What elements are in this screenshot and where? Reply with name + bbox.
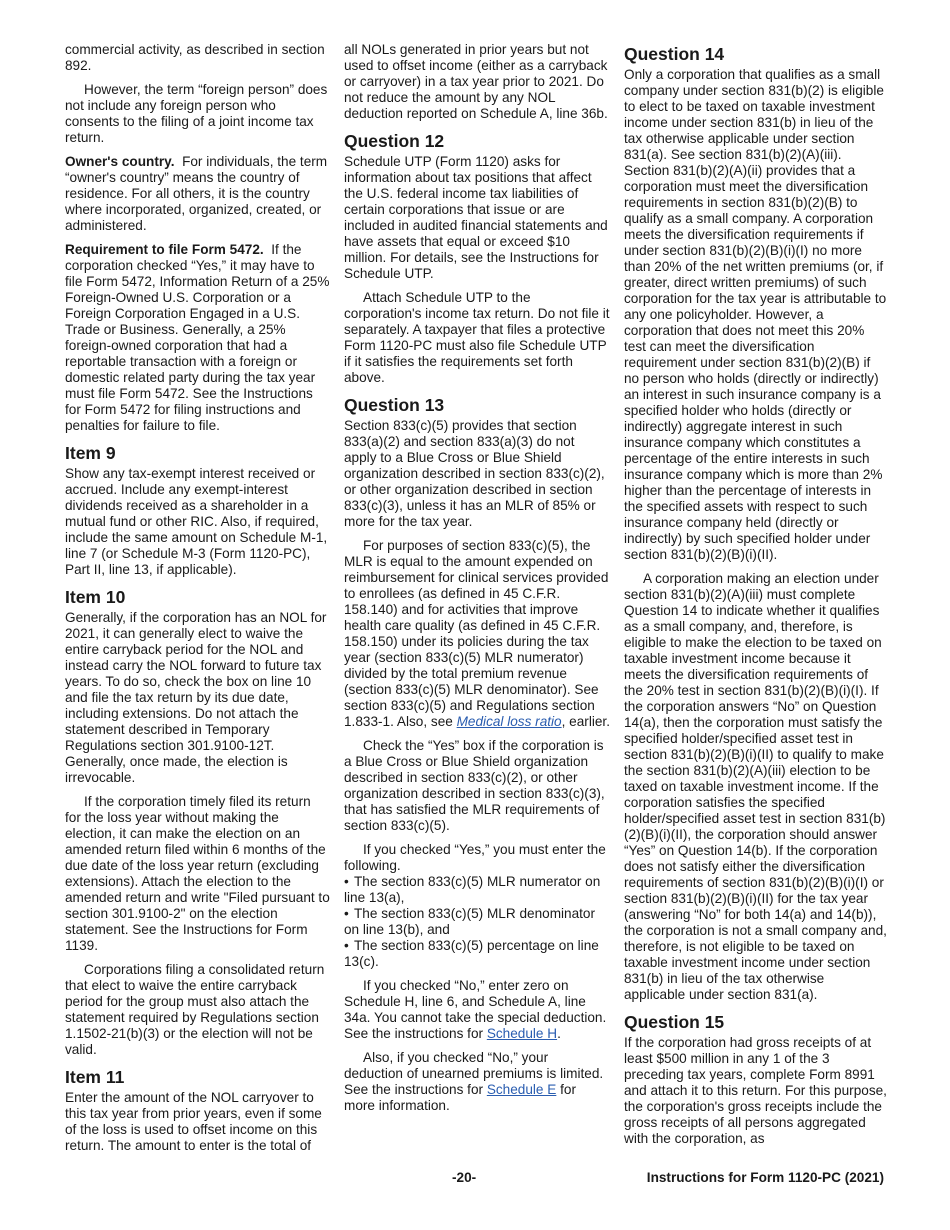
paragraph-question-12-1: Schedule UTP (Form 1120) asks for information about tax positions that affect the U.S. federal income tax liabilities of certain corporations that issue or are included in audited financial statements and have assets that equal or exceed $10 million. For details, see the Instructions for Schedule UTP. [344, 154, 608, 281]
paragraph-question-12-2: Attach Schedule UTP to the corporation's income tax return. Do not file it separately. A taxpayer that files a protective Form 1120-PC must also file Schedule UTP if it satisfies the requirements set forth above. [344, 290, 610, 385]
paragraph-question-14-2: A corporation making an election under section 831(b)(2)(A)(iii) must complete Question 14 to indicate whether it qualifies as a small company, and, therefore, is eligible to make the election to be taxed on taxable investment income because it meets the diversification requirements of the 20% test in section 831(b)(2)(B)(i)(I). If the corporation answers “No” on Question 14(a), then the corporation must satisfy the specified holder/specified asset test in section 831(b)(2)(B)(i)(II) to qualify to make the section 831(b)(2)(A)(iii) election to be taxed on taxable investment income. If the corporation satisfies the specified holder/specified asset test in section 831(b)(2)(B)(i)(II), the corporation should answer “Yes” on Question 14(b). If the corporation does not satisfy either the diversification requirements of section 831(b)(2)(B)(i)(I) or section 831(b)(2)(B)(i)(II) for the tax year (answering “No” for both 14(a) and 14(b)), the corporation is not a small company and, therefore, is not eligible to be taxed on taxable investment income under section 831(b) in lieu of the tax otherwise applicable under section 831(a). [624, 571, 887, 1002]
text-earlier: , earlier. [561, 714, 610, 729]
heading-question-15: Question 15 [624, 1012, 725, 1032]
text-period: . [557, 1026, 561, 1041]
text-owners-country: For individuals, the term “owner's country” means the country of residence. For all others, it is the country where incorporated, organized, created, or administered. [65, 154, 328, 233]
paragraph-question-14-1: Only a corporation that qualifies as a small company under section 831(b)(2) is eligible to elect to be taxed on taxable investment income under section 831(b) in lieu of the tax otherwise applicable under section 831(a). See section 831(b)(2)(A)(iii). Section 831(b)(2)(A)(ii) provides that a corporation must meet the diversification requirements in section 831(b)(2)(B) to qualify as a small company. A corporation meets the diversification requirements if under section 831(b)(2)(B)(i)(I) no more than 20% of the net written premiums (or, if greater, direct written premiums) of such corporation for the tax year is attributable to any one policyholder. However, a corporation that does not meet this 20% test can meet the diversification requirement under section 831(b)(2)(B) if no person who holds (directly or indirectly) an interest in such insurance company is a specified holder who holds (directly or indirectly) aggregate interest in such insurance company which constitutes a percentage of the entire interests in such insurance company which is more than 2% higher than the percentage of interests in the specified assets with respect to such insurance company held (directly or indirectly) by such specified holder under section 831(b)(2)(B)(i)(II). [624, 67, 887, 562]
paragraph-question-13-1: Section 833(c)(5) provides that section 833(a)(2) and section 833(a)(3) do not apply to a Blue Cross or Blue Shield organization described in section 833(c)(2), or other organization described in section 833(c)(3), unless it has an MLR of 85% or more for the tax year. [344, 418, 605, 529]
paragraph-question-13-6 [344, 1050, 610, 1114]
lead-owners-country: Owner's country. [65, 154, 175, 169]
text-mlr-definition: For purposes of section 833(c)(5), the MLR is equal to the amount expended on reimbursement for clinical services provided to enrollees (as defined in 45 C.F.R. 158.140) and for activities that improve health care quality (as defined in 45 C.F.R. 158.150) under its policies during the tax year (section 833(c)(5) MLR numerator) divided by the total premium revenue (section 833(c)(5) MLR denominator). See section 833(c)(5) and Regulations section 1.833-1. Also, see [344, 538, 609, 729]
column-left [65, 42, 330, 1162]
paragraph-question-15: If the corporation had gross receipts of at least $500 million in any 1 of the 3 preceding tax years, complete Form 8991 and attach it to this return. For this purpose, the corporation's gross receipts include the gross receipts of all persons aggregated with the corporation, as [624, 1035, 887, 1146]
paragraph-owners-country [65, 154, 330, 234]
heading-question-13: Question 13 [344, 395, 445, 415]
paragraph-item-11-continued: all NOLs generated in prior years but not used to offset income (either as a carryback or carryover) in a tax year prior to 2021. Do not reduce the amount by any NOL deduction reported on Schedule A, line 36b. [344, 42, 608, 121]
bullet-icon: • [344, 874, 349, 889]
paragraph-question-13-5 [344, 978, 610, 1042]
paragraph-foreign-person: However, the term “foreign person” does not include any foreign person who consents to the filing of a joint income tax return. [65, 82, 328, 145]
heading-item-10: Item 10 [65, 587, 126, 607]
list-item [344, 874, 610, 906]
heading-question-12: Question 12 [344, 131, 445, 151]
text-unearned-premiums: Also, if you checked “No,” your deduction of unearned premiums is limited. See the instructions for [344, 1050, 604, 1097]
medical-loss-ratio-link[interactable]: Medical loss ratio [456, 714, 562, 729]
heading-question-14: Question 14 [624, 44, 725, 64]
text-checked-no: If you checked “No,” enter zero on Schedule H, line 6, and Schedule A, line 34a. You cannot take the special deduction. See the instructions for [344, 978, 607, 1041]
bullet-text-1: The section 833(c)(5) MLR numerator on line 13(a), [344, 874, 601, 905]
heading-item-9: Item 9 [65, 443, 116, 463]
list-item [344, 906, 610, 938]
lead-requirement-5472: Requirement to file Form 5472. [65, 242, 264, 257]
text-more-information: for more information. [344, 1082, 576, 1113]
paragraph-continued: commercial activity, as described in section 892. [65, 42, 325, 73]
bullet-icon: • [344, 906, 349, 921]
paragraph-item-9: Show any tax-exempt interest received or accrued. Include any exempt-interest dividends received as a shareholder in a mutual fund or other RIC. Also, if required, include the same amount on Schedule M-1, line 7 (or Schedule M-3 (Form 1120-PC), Part II, line 13, if applicable). [65, 466, 328, 577]
paragraph-item-10-3: Corporations filing a consolidated return that elect to waive the entire carryback period for the group must also attach the statement required by Regulations section 1.1502-21(b)(3) or the election will not be valid. [65, 962, 325, 1057]
column-right [624, 42, 889, 1155]
paragraph-question-13-3: Check the “Yes” box if the corporation is a Blue Cross or Blue Shield organization described in section 833(c)(2), or other organization described in section 833(c)(3), that has satisfied the MLR requirements of section 833(c)(5). [344, 738, 605, 833]
text-requirement-5472: If the corporation checked “Yes,” it may have to file Form 5472, Information Return of a 25% Foreign-Owned U.S. Corporation or a Foreign Corporation Engaged in a U.S. Trade or Business. Generally, a 25% foreign-owned corporation that had a reportable transaction with a foreign or domestic related party during the tax year must file Form 5472. See the Instructions for Form 5472 for filing instructions and penalties for failure to file. [65, 242, 330, 433]
paragraph-requirement-5472 [65, 242, 330, 434]
schedule-e-link[interactable]: Schedule E [486, 1082, 557, 1097]
schedule-h-link[interactable]: Schedule H [486, 1026, 558, 1041]
bullet-icon: • [344, 938, 349, 953]
bullet-list [344, 874, 610, 970]
list-item [344, 938, 610, 970]
bullet-text-2: The section 833(c)(5) MLR denominator on line 13(b), and [344, 906, 596, 937]
paragraph-question-13-4: If you checked “Yes,” you must enter the following. [344, 842, 606, 873]
bullet-text-3: The section 833(c)(5) percentage on line 13(c). [344, 938, 599, 969]
page-number: -20- [452, 1170, 477, 1185]
column-middle [344, 42, 610, 1122]
paragraph-item-10-1: Generally, if the corporation has an NOL for 2021, it can generally elect to waive the entire carryback period for the NOL and instead carry the NOL forward to future tax years. To do so, check the box on line 10 and file the tax return by its due date, including extensions. Do not attach the statement described in Temporary Regulations section 301.9100-12T. Generally, once made, the election is irrevocable. [65, 610, 327, 785]
heading-item-11: Item 11 [65, 1067, 125, 1087]
paragraph-item-10-2: If the corporation timely filed its return for the loss year without making the election, it can make the election on an amended return filed within 6 months of the due date of the loss year return (excluding extensions). Attach the election to the amended return and write "Filed pursuant to section 301.9100-2" on the election statement. See the Instructions for Form 1139. [65, 794, 330, 953]
paragraph-item-11: Enter the amount of the NOL carryover to this tax year from prior years, even if some of the loss is used to offset income on this return. The amount to enter is the total of [65, 1090, 322, 1153]
document-title: Instructions for Form 1120-PC (2021) [646, 1170, 884, 1185]
paragraph-question-13-2 [344, 538, 610, 730]
